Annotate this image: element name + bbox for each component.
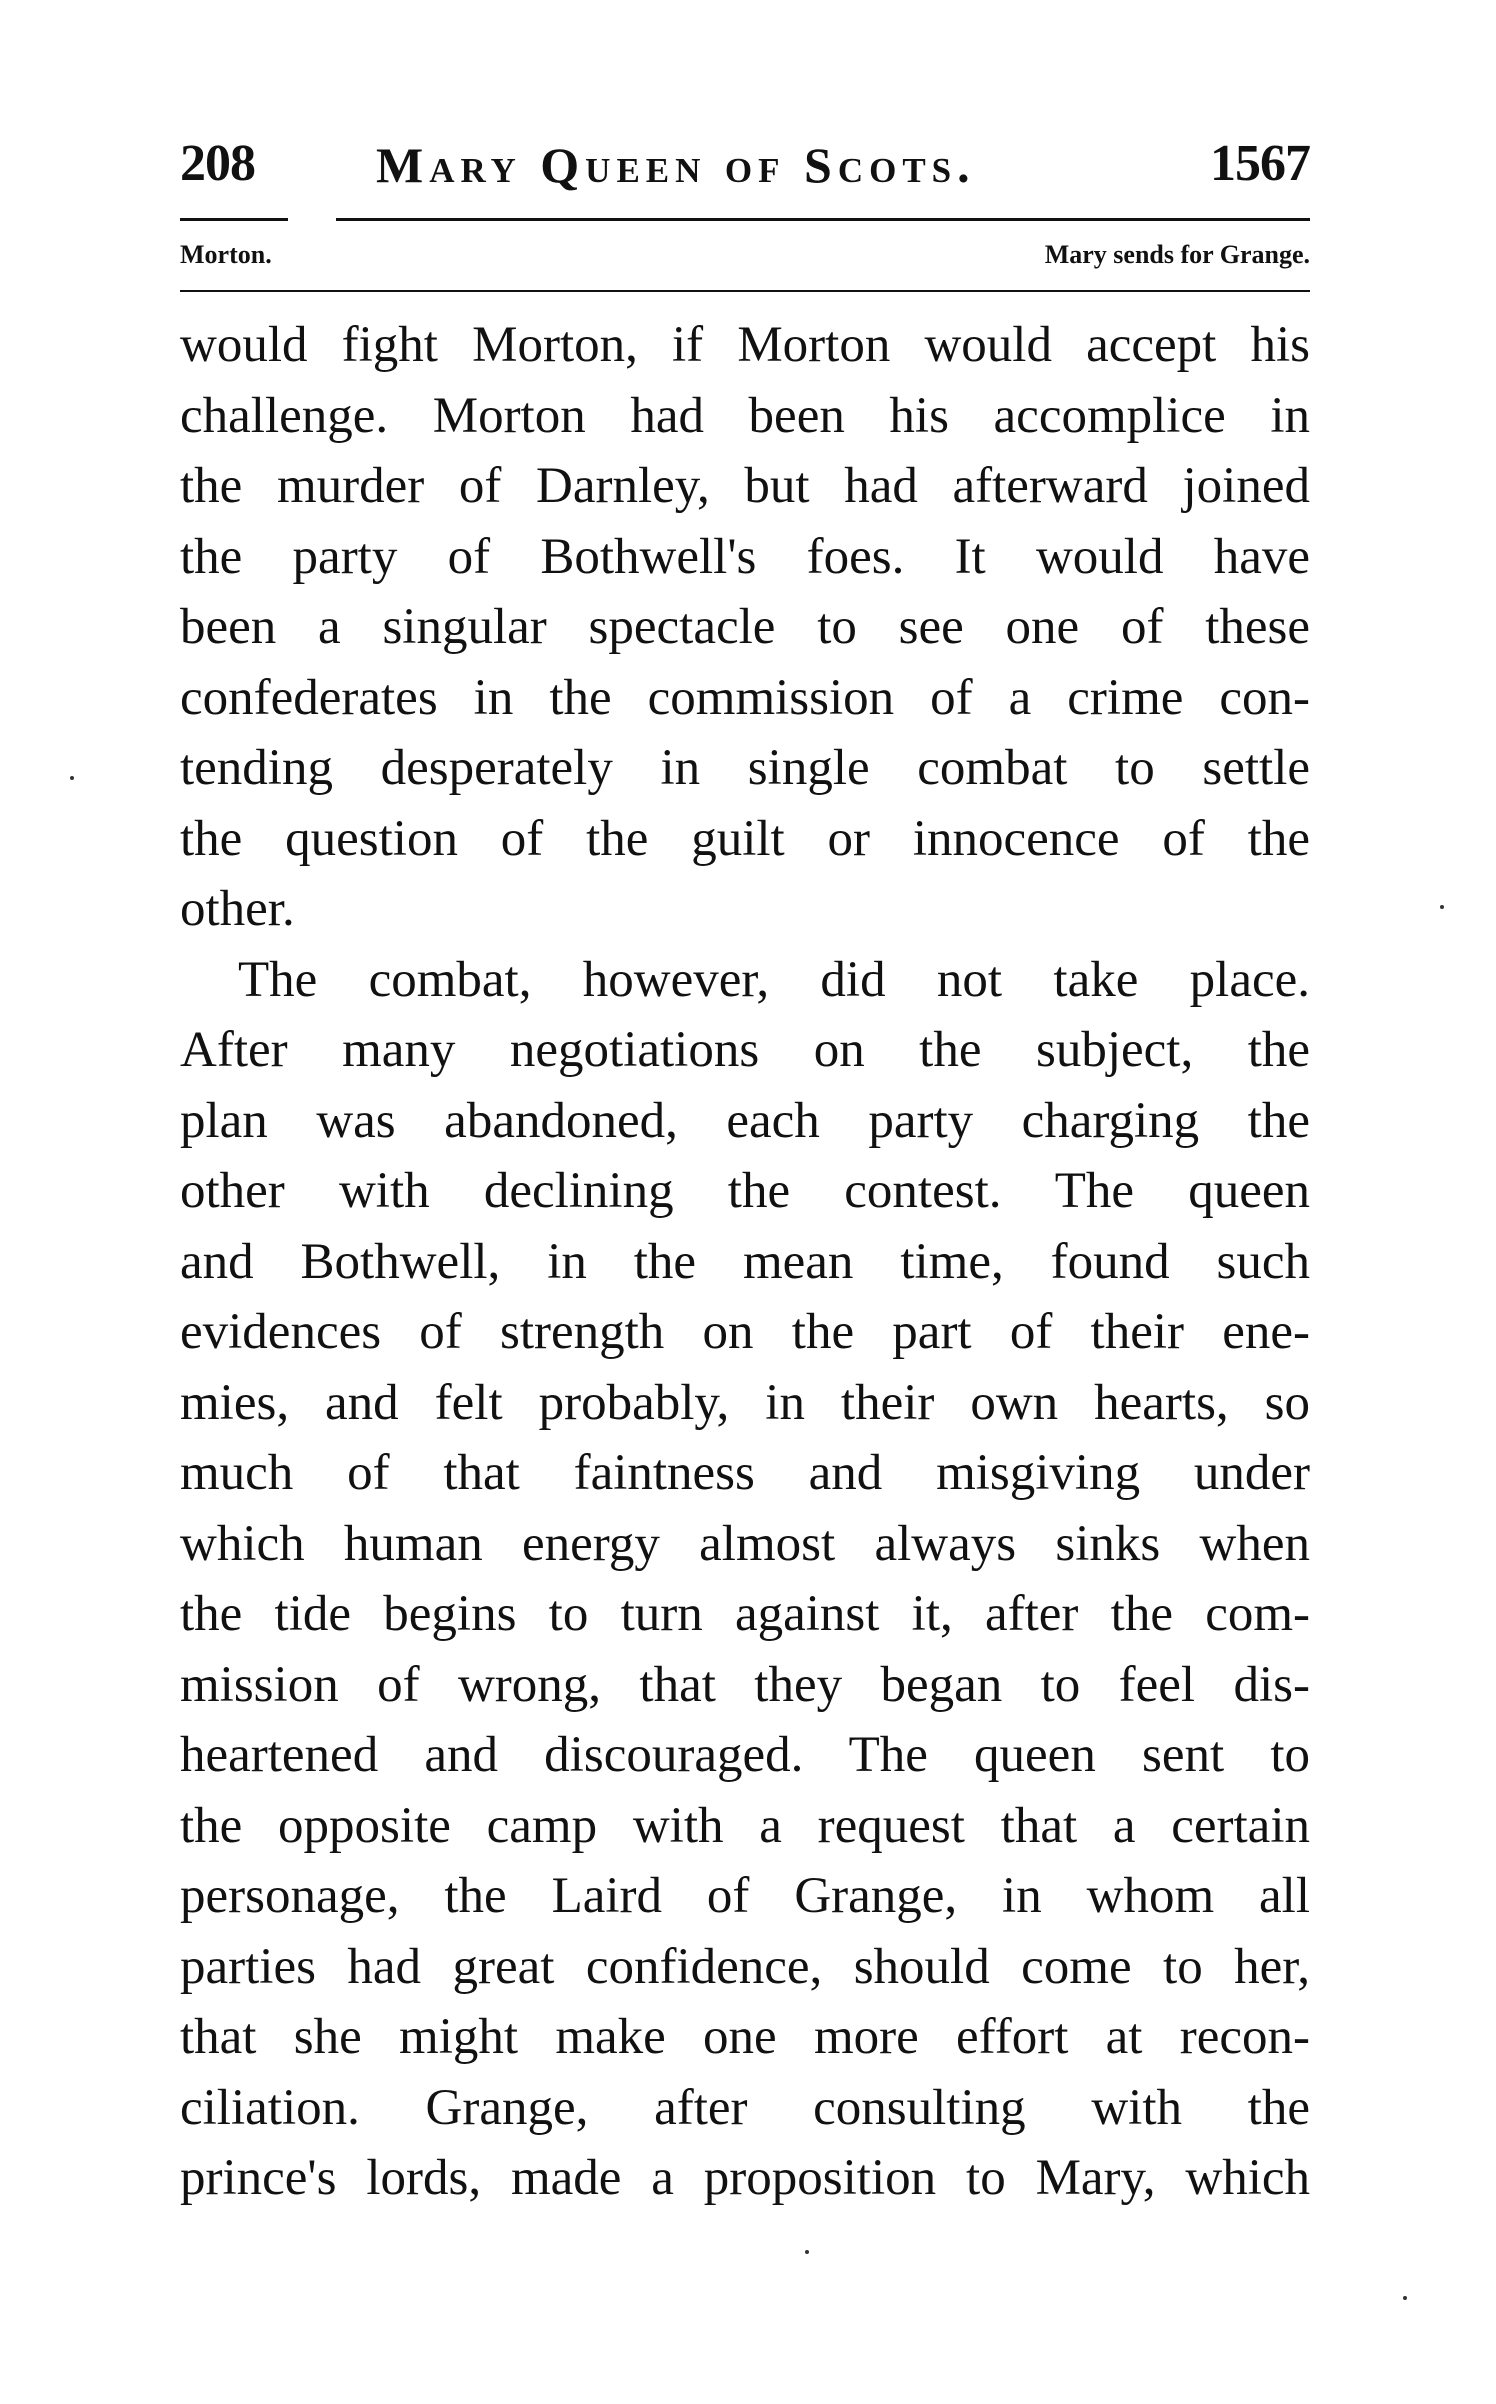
text-line: the murder of Darnley, but had afterward joined bbox=[180, 458, 1310, 514]
text-line: the question of the guilt or innocence of the bbox=[180, 810, 1310, 867]
text-line: ciliation. Grange, after consulting with the bbox=[180, 2079, 1310, 2136]
text-line: After many negotiations on the subject, the bbox=[180, 1022, 1310, 1078]
text-line: which human energy almost always sinks when bbox=[180, 1515, 1310, 1572]
text-line: plan was abandoned, each party charging the bbox=[180, 1092, 1310, 1149]
header-rule-right bbox=[336, 218, 1310, 221]
text-line: been a singular spectacle to see one of these bbox=[180, 599, 1310, 655]
book-title: Mary Queen of Scots. bbox=[376, 137, 976, 193]
text-line: heartened and discouraged. The queen sent to bbox=[180, 1727, 1310, 1783]
text-line: confederates in the commission of a crime con- bbox=[180, 669, 1310, 726]
page-number: 208 bbox=[180, 135, 255, 192]
header-rule-left bbox=[180, 218, 288, 221]
scan-speck bbox=[1440, 905, 1444, 909]
paragraph bbox=[180, 310, 1310, 945]
sidenote-left: Morton. bbox=[180, 240, 272, 269]
text-line: personage, the Laird of Grange, in whom all bbox=[180, 1868, 1310, 1924]
scan-speck bbox=[805, 2250, 809, 2254]
text-line: other. bbox=[180, 881, 295, 937]
text-line: and Bothwell, in the mean time, found such bbox=[180, 1233, 1310, 1290]
running-header bbox=[180, 128, 1310, 208]
text-line: mission of wrong, that they began to feel dis- bbox=[180, 1656, 1310, 1713]
text-line: parties had great confidence, should come to her, bbox=[180, 1938, 1310, 1995]
body-text bbox=[180, 310, 1310, 2214]
text-line: challenge. Morton had been his accomplice in bbox=[180, 387, 1310, 444]
text-line: mies, and felt probably, in their own hearts, so bbox=[180, 1374, 1310, 1431]
sidenote-rule bbox=[180, 290, 1310, 292]
header-year: 1567 bbox=[1210, 135, 1310, 192]
scan-speck bbox=[1403, 2296, 1407, 2300]
text-line: the opposite camp with a request that a certain bbox=[180, 1797, 1310, 1854]
text-line: would fight Morton, if Morton would accept his bbox=[180, 317, 1310, 373]
text-line: evidences of strength on the part of their ene- bbox=[180, 1304, 1310, 1360]
text-line: the party of Bothwell's foes. It would have bbox=[180, 528, 1310, 585]
paragraph bbox=[180, 945, 1310, 2214]
text-line: the tide begins to turn against it, after the com- bbox=[180, 1586, 1310, 1642]
text-line: tending desperately in single combat to settle bbox=[180, 740, 1310, 796]
text-line: other with declining the contest. The queen bbox=[180, 1163, 1310, 1219]
text-line: that she might make one more effort at recon- bbox=[180, 2009, 1310, 2065]
text-line: The combat, however, did not take place. bbox=[238, 951, 1310, 1008]
text-line: prince's lords, made a proposition to Mary, which bbox=[180, 2150, 1310, 2206]
text-line: much of that faintness and misgiving under bbox=[180, 1445, 1310, 1501]
scan-speck bbox=[70, 776, 74, 780]
sidenote-right: Mary sends for Grange. bbox=[1044, 240, 1310, 269]
